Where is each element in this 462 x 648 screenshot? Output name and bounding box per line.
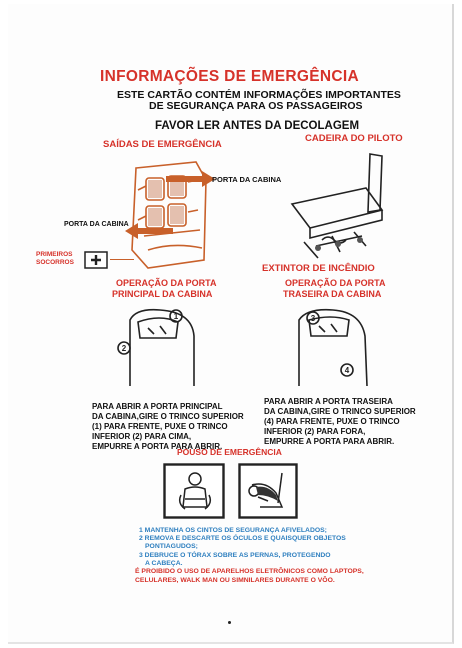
first-aid-line-1: PRIMEIROS — [36, 251, 73, 258]
fire-extinguisher-label: EXTINTOR DE INCÊNDIO — [262, 263, 375, 274]
rear-door-instruction-line: PARA ABRIR A PORTA TRASEIRA — [264, 397, 393, 406]
main-door-instruction-line: PARA ABRIR A PORTA PRINCIPAL — [92, 402, 223, 411]
print-speck — [228, 621, 231, 624]
landing-heading: POUSO DE EMERGÊNCIA — [177, 447, 282, 457]
rear-door-heading-line-1: OPERAÇÃO DA PORTA — [285, 278, 386, 288]
card-title: INFORMAÇÕES DE EMERGÊNCIA — [100, 68, 359, 85]
main-door-instruction-line: EMPURRE A PORTA PARA ABRIR. — [92, 442, 223, 451]
first-aid-line-2: SOCORROS — [36, 259, 74, 266]
main-door-marker-top: 1 — [173, 312, 179, 321]
subtitle-line-2: DE SEGURANÇA PARA OS PASSAGEIROS — [149, 100, 363, 112]
electronics-warning — [135, 568, 364, 585]
electronics-warning-line-2: CELULARES, WALK MAN OU SIMNILARES DURANTE O VÔO. — [135, 576, 335, 584]
landing-step: 3 DEBRUCE O TÓRAX SOBRE AS PERNAS, PROTEGENDO — [139, 551, 331, 559]
first-aid-kit-icon — [84, 251, 108, 269]
main-door-instruction-line: (1) PARA FRENTE, PUXE O TRINCO — [92, 422, 228, 431]
main-door-heading — [112, 278, 217, 300]
rear-door-instruction-line: INFERIOR (2) PARA FORA, — [264, 427, 366, 436]
aircraft-cabin-illustration — [118, 150, 218, 275]
rear-door-illustration — [287, 306, 379, 388]
landing-step: 1 MANTENHA OS CINTOS DE SEGURANÇA AFIVELADOS; — [139, 527, 327, 534]
rear-door-marker-bottom: 4 — [344, 366, 350, 375]
read-before-takeoff-notice: FAVOR LER ANTES DA DECOLAGEM — [155, 120, 360, 132]
electronics-warning-line-1: É PROIBIDO O USO DE APARELHOS ELETRÔNICOS COMO LAPTOPS, — [135, 568, 364, 575]
landing-step: PONTIAGUDOS; — [145, 543, 198, 551]
main-door-heading-line-1: OPERAÇÃO DA PORTA — [116, 278, 217, 288]
exit-arrow-right — [166, 170, 216, 188]
landing-step: 2 REMOVA E DESCARTE OS ÓCULOS E QUAISQUER OBJETOS — [139, 535, 346, 543]
pilot-seat-heading: CADEIRA DO PILOTO — [305, 133, 403, 144]
first-aid-label — [36, 251, 74, 267]
brace-position-upright-icon — [163, 463, 225, 519]
rear-door-marker-top: 3 — [310, 314, 316, 323]
cabin-door-label-right: PORTA DA CABINA — [212, 175, 282, 184]
rear-door-instruction-line: (4) PARA FRENTE, PUXE O TRINCO — [264, 417, 400, 426]
rear-door-instruction-line: EMPURRE A PORTA PARA ABRIR. — [264, 437, 395, 446]
subtitle-line-1: ESTE CARTÃO CONTÉM INFORMAÇÕES IMPORTANTES — [117, 89, 401, 101]
main-door-marker-bottom: 2 — [121, 344, 127, 353]
exits-heading: SAÍDAS DE EMERGÊNCIA — [103, 139, 222, 150]
rear-door-instructions — [264, 397, 416, 447]
pilot-seat-icon — [282, 148, 392, 263]
main-door-instruction-line: DA CABINA,GIRE O TRINCO SUPERIOR — [92, 412, 244, 421]
landing-step: A CABEÇA. — [145, 559, 183, 567]
rear-door-instruction-line: DA CABINA,GIRE O TRINCO SUPERIOR — [264, 407, 416, 416]
landing-steps — [139, 527, 346, 568]
main-door-illustration — [116, 306, 202, 388]
first-aid-pointer — [110, 259, 134, 260]
rear-door-heading — [285, 278, 386, 300]
cabin-door-label-left: PORTA DA CABINA — [64, 221, 129, 228]
rear-door-heading-line-2: TRASEIRA DA CABINA — [283, 289, 382, 299]
main-door-instruction-line: INFERIOR (2) PARA CIMA, — [92, 432, 192, 441]
main-door-heading-line-2: PRINCIPAL DA CABINA — [112, 289, 213, 299]
exit-arrow-left — [125, 222, 173, 240]
brace-position-bent-icon — [238, 463, 298, 519]
main-door-instructions — [92, 402, 244, 452]
